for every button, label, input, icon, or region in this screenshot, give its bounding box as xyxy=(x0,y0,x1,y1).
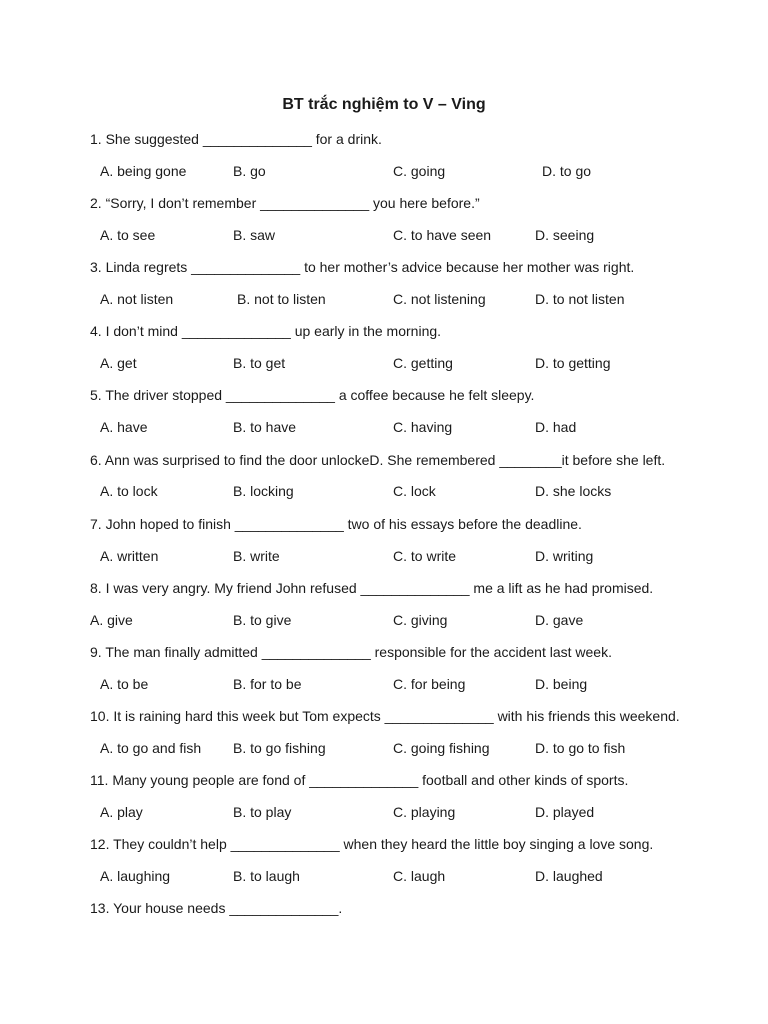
question-2-option-a: A. to see xyxy=(100,227,156,243)
question-1-option-c: C. going xyxy=(393,163,446,179)
question-4-text: 4. I don’t mind ______________ up early in the morning. xyxy=(90,323,442,339)
question-4-option-c: C. getting xyxy=(393,355,453,371)
question-9-option-b: B. for to be xyxy=(233,676,302,692)
question-3-text: 3. Linda regrets ______________ to her mother’s advice because her mother was right. xyxy=(90,259,635,275)
question-10-option-b: B. to go fishing xyxy=(233,740,326,756)
question-8-option-c: C. giving xyxy=(393,612,448,628)
question-8-option-d: D. gave xyxy=(535,612,584,628)
question-9-option-a: A. to be xyxy=(100,676,149,692)
question-8-option-a: A. give xyxy=(90,612,133,628)
question-9-option-d: D. being xyxy=(535,676,588,692)
question-1-option-d: D. to go xyxy=(542,163,592,179)
question-6-option-b: B. locking xyxy=(233,483,294,499)
question-10-option-c: C. going fishing xyxy=(393,740,490,756)
question-1-option-b: B. go xyxy=(233,163,266,179)
document-title: BT trắc nghiệm to V – Ving xyxy=(282,96,486,113)
question-7-option-b: B. write xyxy=(233,548,280,564)
question-7-option-c: C. to write xyxy=(393,548,457,564)
question-2-option-b: B. saw xyxy=(233,227,276,243)
question-5-option-b: B. to have xyxy=(233,419,297,435)
question-6-text: 6. Ann was surprised to find the door unlockeD. She remembered ________it before she left. xyxy=(90,452,666,468)
question-13-text: 13. Your house needs ______________. xyxy=(90,900,343,916)
question-11-option-b: B. to play xyxy=(233,804,292,820)
question-11-option-a: A. play xyxy=(100,804,143,820)
question-9-text: 9. The man finally admitted ______________ responsible for the accident last week. xyxy=(90,644,612,660)
question-2-option-d: D. seeing xyxy=(535,227,595,243)
question-8-option-b: B. to give xyxy=(233,612,292,628)
question-2-text: 2. “Sorry, I don’t remember ______________ you here before.” xyxy=(90,195,480,211)
question-5-option-c: C. having xyxy=(393,419,453,435)
question-11-option-d: D. played xyxy=(535,804,595,820)
question-1-option-a: A. being gone xyxy=(100,163,187,179)
question-2-option-c: C. to have seen xyxy=(393,227,492,243)
question-4-option-d: D. to getting xyxy=(535,355,611,371)
question-3-option-c: C. not listening xyxy=(393,291,486,307)
question-10-text: 10. It is raining hard this week but Tom expects ______________ with his friends this weekend. xyxy=(90,708,680,724)
question-12-option-c: C. laugh xyxy=(393,868,446,884)
question-12-option-d: D. laughed xyxy=(535,868,603,884)
question-5-option-a: A. have xyxy=(100,419,148,435)
question-12-option-b: B. to laugh xyxy=(233,868,300,884)
question-12-option-a: A. laughing xyxy=(100,868,171,884)
question-5-text: 5. The driver stopped ______________ a coffee because he felt sleepy. xyxy=(90,387,535,403)
question-3-option-b: B. not to listen xyxy=(237,291,326,307)
question-11-text: 11. Many young people are fond of ______________ football and other kinds of sports. xyxy=(90,772,629,788)
question-4-option-a: A. get xyxy=(100,355,137,371)
question-9-option-c: C. for being xyxy=(393,676,466,692)
question-7-option-d: D. writing xyxy=(535,548,594,564)
question-1-text: 1. She suggested ______________ for a drink. xyxy=(90,131,382,147)
question-6-option-c: C. lock xyxy=(393,483,436,499)
question-7-text: 7. John hoped to finish ______________ two of his essays before the deadline. xyxy=(90,516,582,532)
question-11-option-c: C. playing xyxy=(393,804,456,820)
question-4-option-b: B. to get xyxy=(233,355,286,371)
question-6-option-a: A. to lock xyxy=(100,483,158,499)
question-3-option-a: A. not listen xyxy=(100,291,174,307)
question-6-option-d: D. she locks xyxy=(535,483,612,499)
question-3-option-d: D. to not listen xyxy=(535,291,625,307)
question-7-option-a: A. written xyxy=(100,548,159,564)
question-10-option-d: D. to go to fish xyxy=(535,740,626,756)
question-5-option-d: D. had xyxy=(535,419,577,435)
question-8-text: 8. I was very angry. My friend John refused ______________ me a lift as he had promised. xyxy=(90,580,654,596)
question-12-text: 12. They couldn’t help ______________ when they heard the little boy singing a love song. xyxy=(90,836,654,852)
question-10-option-a: A. to go and fish xyxy=(100,740,202,756)
